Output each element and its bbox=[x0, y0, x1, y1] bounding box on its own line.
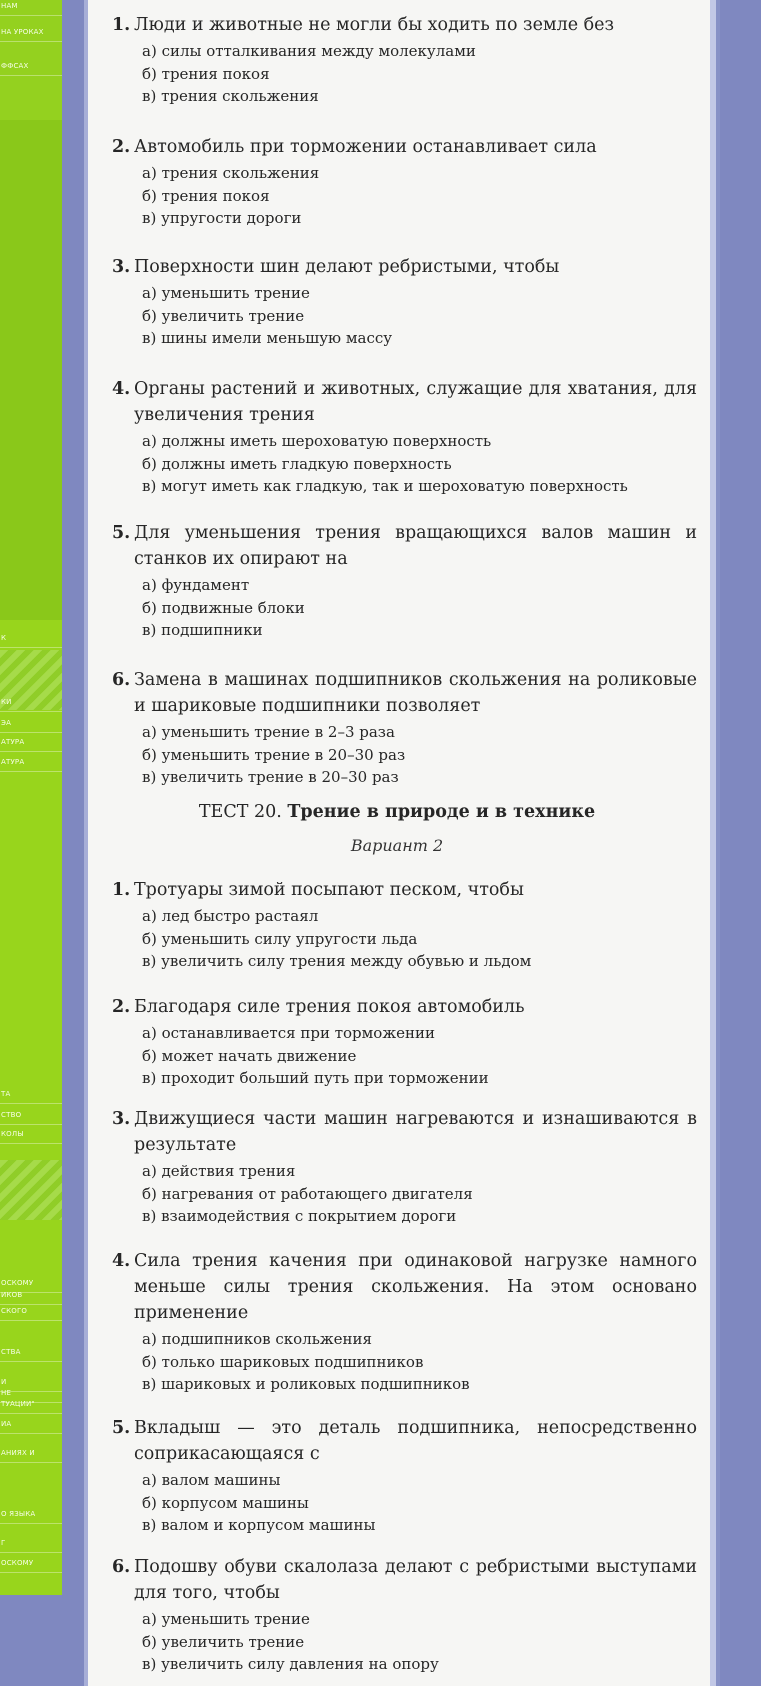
question-number: 2. bbox=[112, 997, 131, 1017]
answer-option: б) может начать движение bbox=[142, 1046, 357, 1065]
answer-option: а) подшипников скольжения bbox=[142, 1330, 373, 1348]
answer-options bbox=[142, 430, 697, 498]
answer-option: в) шариковых и роликовых подшипников bbox=[142, 1375, 470, 1393]
sidebar-menu-item[interactable]: СКОГО bbox=[0, 1305, 62, 1321]
answer-option: б) уменьшить силу упругости льда bbox=[142, 929, 418, 948]
question bbox=[112, 1106, 697, 1228]
question-text: Движущиеся части машин нагреваются и изнашиваются в результате bbox=[134, 1109, 697, 1155]
sidebar-menu-item[interactable]: АНИЯХ И bbox=[0, 1447, 62, 1463]
question bbox=[112, 1415, 697, 1537]
question bbox=[112, 520, 697, 642]
sidebar-menu-item[interactable]: ОСКОМУ bbox=[0, 1277, 62, 1293]
answer-option: б) трения покоя bbox=[142, 186, 270, 205]
answer-option: а) фундамент bbox=[142, 576, 250, 594]
question bbox=[112, 376, 697, 498]
sidebar-menu-item[interactable]: Г bbox=[0, 1537, 62, 1553]
question-text: Поверхности шин делают ребристыми, чтобы bbox=[134, 257, 560, 277]
test-heading bbox=[84, 802, 710, 822]
sidebar-menu-item[interactable]: СТВА bbox=[0, 1346, 62, 1362]
sidebar-menu-item[interactable]: ИКОВ bbox=[0, 1289, 62, 1305]
question-number: 3. bbox=[112, 257, 131, 277]
question-stem bbox=[112, 994, 697, 1020]
sidebar-menu-item[interactable]: К bbox=[0, 632, 62, 648]
answer-option: б) увеличить трение bbox=[142, 1632, 305, 1651]
answer-option: а) должны иметь шероховатую поверхность bbox=[142, 432, 492, 450]
answer-option: а) трения скольжения bbox=[142, 164, 320, 182]
question bbox=[112, 877, 697, 973]
question-number: 6. bbox=[112, 1557, 131, 1577]
question-text: Замена в машинах подшипников скольжения на роликовые и шариковые подшипники позволяет bbox=[134, 670, 697, 716]
question-stem bbox=[112, 1248, 697, 1326]
answer-options bbox=[142, 40, 697, 108]
answer-option: а) действия трения bbox=[142, 1162, 296, 1180]
sidebar-menu-item[interactable]: ФФСАХ bbox=[0, 60, 62, 76]
question-text: Люди и животные не могли бы ходить по земле без bbox=[134, 15, 615, 35]
answer-options bbox=[142, 905, 697, 973]
question bbox=[112, 1248, 697, 1396]
page-right-gutter bbox=[710, 0, 761, 1686]
question-text: Благодаря силе трения покоя автомобиль bbox=[134, 997, 525, 1017]
answer-option: б) увеличить трение bbox=[142, 306, 305, 325]
answer-option: в) упругости дороги bbox=[142, 209, 302, 227]
answer-options bbox=[142, 1022, 697, 1090]
answer-options bbox=[142, 1160, 697, 1228]
question-number: 1. bbox=[112, 15, 131, 35]
sidebar-menu-item[interactable]: ТА bbox=[0, 1088, 62, 1104]
question-text: Для уменьшения трения вращающихся валов машин и станков их опирают на bbox=[134, 523, 697, 569]
question-stem bbox=[112, 1106, 697, 1158]
sidebar-leaf-decoration bbox=[0, 1160, 62, 1220]
question-stem bbox=[112, 877, 697, 903]
answer-option: в) проходит больший путь при торможении bbox=[142, 1069, 489, 1087]
sidebar-menu-item[interactable]: КОЛЫ bbox=[0, 1128, 62, 1144]
question-text: Подошву обуви скалолаза делают с ребристыми выступами для того, чтобы bbox=[134, 1557, 697, 1603]
question bbox=[112, 667, 697, 789]
question-text: Тротуары зимой посыпают песком, чтобы bbox=[134, 880, 524, 900]
sidebar-menu-item[interactable]: НА УРОКАХ bbox=[0, 26, 62, 42]
sidebar-menu-item[interactable]: АТУРА bbox=[0, 736, 62, 752]
answer-option: б) нагревания от работающего двигателя bbox=[142, 1184, 473, 1203]
answer-option: а) уменьшить трение bbox=[142, 284, 310, 302]
question bbox=[112, 254, 697, 350]
sidebar-middle-panel bbox=[0, 120, 62, 620]
question-number: 1. bbox=[112, 880, 131, 900]
question bbox=[112, 12, 697, 108]
answer-option: а) уменьшить трение в 2–3 раза bbox=[142, 723, 395, 741]
sidebar-menu-item[interactable]: ОСКОМУ bbox=[0, 1557, 62, 1573]
question-stem bbox=[112, 1554, 697, 1606]
sidebar-menu-item[interactable]: НЕ bbox=[0, 1387, 62, 1403]
question bbox=[112, 134, 697, 230]
answer-option: в) шины имели меньшую массу bbox=[142, 329, 393, 347]
answer-option: б) только шариковых подшипников bbox=[142, 1352, 424, 1371]
answer-option: б) трения покоя bbox=[142, 64, 270, 83]
question-stem bbox=[112, 667, 697, 719]
answer-option: в) увеличить силу трения между обувью и льдом bbox=[142, 952, 532, 970]
question-number: 6. bbox=[112, 670, 131, 690]
sidebar-menu-item[interactable]: И bbox=[0, 1376, 62, 1392]
answer-option: б) корпусом машины bbox=[142, 1493, 309, 1512]
sidebar-menu-item[interactable]: КИ bbox=[0, 696, 62, 712]
answer-option: а) лед быстро растаял bbox=[142, 907, 319, 925]
question bbox=[112, 1554, 697, 1676]
question-stem bbox=[112, 254, 697, 280]
question-text: Автомобиль при торможении останавливает сила bbox=[134, 137, 597, 157]
answer-option: а) валом машины bbox=[142, 1471, 281, 1489]
answer-option: в) валом и корпусом машины bbox=[142, 1516, 376, 1534]
answer-option: б) должны иметь гладкую поверхность bbox=[142, 454, 452, 473]
question-stem bbox=[112, 134, 697, 160]
question-number: 5. bbox=[112, 523, 131, 543]
question-number: 3. bbox=[112, 1109, 131, 1129]
question bbox=[112, 994, 697, 1090]
answer-options bbox=[142, 574, 697, 642]
sidebar-menu-item[interactable]: НАМ bbox=[0, 0, 62, 16]
answer-option: а) уменьшить трение bbox=[142, 1610, 310, 1628]
variant-label: Вариант 2 bbox=[350, 836, 444, 855]
question-stem bbox=[112, 12, 697, 38]
answer-option: в) трения скольжения bbox=[142, 87, 319, 105]
answer-options bbox=[142, 282, 697, 350]
answer-options bbox=[142, 1469, 697, 1537]
answer-option: в) могут иметь как гладкую, так и шероховатую поверхность bbox=[142, 477, 628, 495]
answer-options bbox=[142, 1328, 697, 1396]
answer-option: в) увеличить силу давления на опору bbox=[142, 1655, 439, 1673]
answer-options bbox=[142, 721, 697, 789]
question-number: 4. bbox=[112, 379, 131, 399]
question-number: 4. bbox=[112, 1251, 131, 1271]
sidebar-menu-item[interactable]: ИА bbox=[0, 1418, 62, 1434]
sidebar-menu-item[interactable]: О ЯЗЫКА bbox=[0, 1508, 62, 1524]
sidebar-menu-item[interactable]: ТУАЦИИ" bbox=[0, 1398, 62, 1414]
sidebar-menu-item[interactable]: АТУРА bbox=[0, 756, 62, 772]
answer-options bbox=[142, 162, 697, 230]
sidebar-menu-item[interactable]: СТВО bbox=[0, 1109, 62, 1125]
answer-option: б) подвижные блоки bbox=[142, 598, 305, 617]
answer-option: а) останавливается при торможении bbox=[142, 1024, 436, 1042]
test-heading-prefix: ТЕСТ 20. bbox=[198, 802, 288, 822]
answer-options bbox=[142, 1608, 697, 1676]
question-text: Вкладыш — это деталь подшипника, непосредственно соприкасающаяся с bbox=[134, 1418, 697, 1464]
answer-option: в) подшипники bbox=[142, 621, 263, 639]
sidebar-menu-item[interactable]: ЭА bbox=[0, 717, 62, 733]
question-number: 5. bbox=[112, 1418, 131, 1438]
question-text: Органы растений и животных, служащие для хватания, для увеличения трения bbox=[134, 379, 697, 425]
question-number: 2. bbox=[112, 137, 131, 157]
answer-option: в) взаимодействия с покрытием дороги bbox=[142, 1207, 457, 1225]
question-stem bbox=[112, 1415, 697, 1467]
answer-option: в) увеличить трение в 20–30 раз bbox=[142, 768, 399, 786]
test-heading-topic: Трение в природе и в технике bbox=[287, 802, 596, 822]
question-stem bbox=[112, 520, 697, 572]
question-text: Сила трения качения при одинаковой нагрузке намного меньше силы трения скольжения. На этом основано применение bbox=[134, 1251, 697, 1323]
answer-option: б) уменьшить трение в 20–30 раз bbox=[142, 745, 406, 764]
site-sidebar bbox=[0, 0, 62, 1595]
question-stem bbox=[112, 376, 697, 428]
answer-option: а) силы отталкивания между молекулами bbox=[142, 42, 476, 60]
